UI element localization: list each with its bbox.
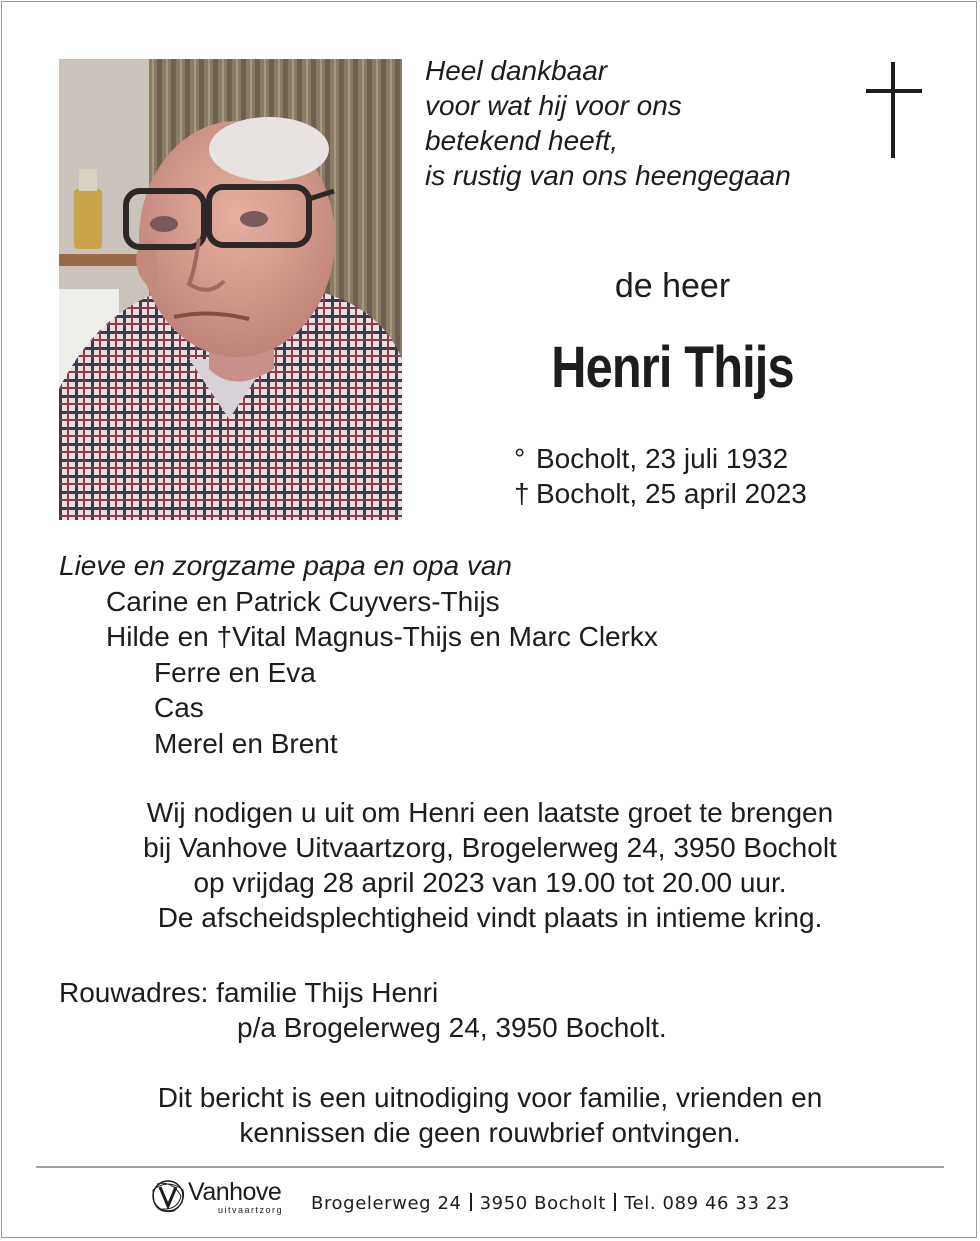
family-line: Carine en Patrick Cuyvers-Thijs (106, 585, 500, 617)
family-line (59, 619, 658, 655)
intro-line: is rustig van ons heengegaan (425, 160, 791, 191)
notice-text (60, 1080, 920, 1150)
death-cross-icon: † (514, 478, 530, 509)
grandchild-line: Merel en Brent (154, 727, 338, 759)
invitation-line: op vrijdag 28 april 2023 van 19.00 tot 20.00 uur. (193, 867, 787, 898)
footer-street: Brogelerweg 24 (311, 1193, 462, 1214)
family-lead: Lieve en zorgzame papa en opa van (59, 550, 512, 581)
intro-text (425, 53, 855, 193)
mourning-address (59, 975, 667, 1045)
footer-separator (614, 1193, 616, 1211)
footer-separator (470, 1193, 472, 1211)
logo-name: Vanhove (188, 1178, 282, 1206)
notice-line: Dit bericht is een uitnodiging voor familie, vrienden en (157, 1082, 823, 1113)
death-text: Bocholt, 25 april 2023 (536, 478, 807, 509)
grandchild-line: Ferre en Eva (154, 656, 316, 688)
grandchild-line: Cas (154, 692, 204, 723)
cross-icon (866, 62, 922, 158)
invitation-line: bij Vanhove Uitvaartzorg, Brogelerweg 24, 3950 Bocholt (143, 832, 837, 863)
family-line-text: Vital Magnus-Thijs en Marc Clerkx (232, 621, 658, 652)
deceased-name: Henri Thijs (551, 335, 794, 400)
address-line: p/a Brogelerweg 24, 3950 Bocholt. (237, 1012, 667, 1043)
notice-line: kennissen die geen rouwbrief ontvingen. (239, 1117, 741, 1148)
salutation: de heer (614, 267, 731, 305)
address-line: Rouwadres: familie Thijs Henri (59, 977, 439, 1008)
birth-symbol: ° (514, 443, 526, 474)
footer-contact (311, 1191, 790, 1217)
invitation-line: Wij nodigen u uit om Henri een laatste groet te brengen (146, 797, 834, 828)
invitation-text (60, 795, 920, 935)
family-list (59, 548, 658, 761)
intro-line: betekend heeft, (425, 125, 619, 156)
family-line-text: Hilde en (106, 621, 217, 652)
small-cross-icon: † (216, 621, 233, 652)
footer-city: 3950 Bocholt (479, 1193, 607, 1214)
death-line (514, 476, 807, 511)
birth-line (514, 441, 807, 476)
intro-line: Heel dankbaar (425, 55, 608, 86)
footer-divider (36, 1166, 944, 1168)
invitation-line: De afscheidsplechtigheid vindt plaats in intieme kring. (157, 902, 823, 933)
vanhove-logo (148, 1176, 308, 1220)
birth-text: Bocholt, 23 juli 1932 (536, 443, 789, 474)
portrait-photo (59, 59, 402, 520)
intro-line: voor wat hij voor ons (425, 90, 682, 121)
life-dates (514, 441, 807, 511)
logo-subtitle: uitvaartzorg (218, 1205, 284, 1215)
vanhove-logo-icon (148, 1176, 188, 1216)
footer-phone: Tel. 089 46 33 23 (624, 1193, 790, 1214)
